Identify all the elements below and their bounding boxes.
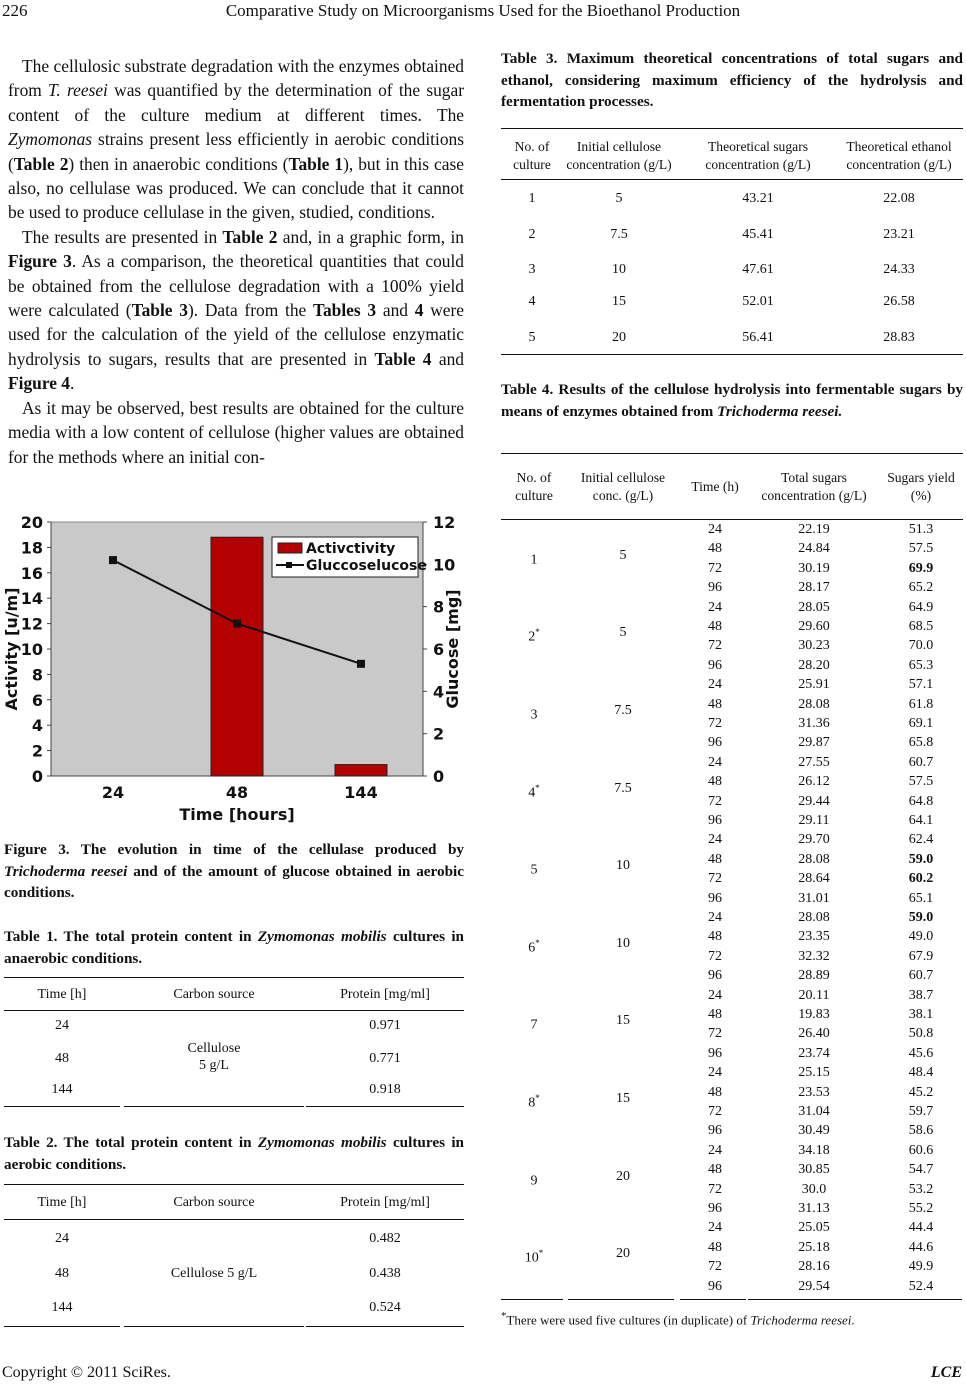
table-row: 59.7 [908, 1104, 934, 1119]
table-row: 48 [55, 1266, 69, 1281]
table-row: 72 [708, 638, 722, 654]
table-3-header: concentration (g/L) [846, 157, 952, 172]
table-row: 54.7 [908, 1162, 934, 1178]
y2-tick-label: 12 [433, 513, 456, 532]
table-row: 45.6 [908, 1045, 934, 1061]
table-row: 4 [528, 294, 536, 309]
table-2-header-time: Time [h] [37, 1195, 87, 1210]
table-row: 27.55 [798, 754, 830, 770]
y-tick-label: 20 [20, 513, 43, 532]
table-row: 44.6 [908, 1239, 934, 1255]
table-row: 96 [708, 657, 722, 673]
table-row: 0.482 [369, 1231, 401, 1246]
footer-copyright: Copyright © 2011 SciRes. [2, 1364, 171, 1381]
table-row: 59.0 [908, 851, 934, 867]
table-4-header: Sugars yield [887, 470, 955, 485]
table-row: 49.9 [908, 1259, 934, 1275]
table-row: 1 [528, 191, 536, 206]
table-row: 29.60 [798, 619, 830, 634]
y-tick-label: 6 [31, 690, 43, 710]
table-row: 28.64 [798, 871, 830, 887]
table-4-conc: 5 [619, 625, 627, 641]
table-row: 72 [708, 1104, 722, 1119]
table-row: 23.35 [798, 929, 830, 945]
table-row: 28.17 [798, 580, 830, 596]
table-1-source-line1: Cellulose [187, 1041, 241, 1056]
table-row: 48 [55, 1051, 69, 1066]
x-tick-label: 48 [225, 783, 249, 802]
y-tick-label: 0 [31, 767, 43, 786]
table-3-header: concentration (g/L) [566, 157, 672, 172]
legend-swatch-bar [278, 543, 302, 553]
table-4-header: (%) [910, 488, 932, 503]
table-row: 144 [51, 1300, 73, 1315]
table-row: 72 [708, 793, 722, 809]
y2-axis-label: Glucose [mg] [443, 589, 462, 709]
legend-label: Gluccoselucose [306, 558, 427, 574]
table-row: 23.74 [798, 1045, 830, 1061]
table-row: 31.01 [798, 890, 830, 906]
table-4-conc: 7.5 [614, 703, 632, 718]
y-tick-label: 12 [20, 614, 43, 634]
table-row: 96 [708, 968, 722, 984]
table-4-culture: 1 [530, 552, 538, 568]
x-axis-label: Time [hours] [179, 805, 295, 824]
table-row: 31.04 [798, 1104, 830, 1119]
table-1-source-line2: 5 g/L [199, 1058, 229, 1073]
table-row: 28.08 [798, 910, 830, 925]
table-4-header: No. of [516, 470, 552, 485]
table-4-header: conc. (g/L) [592, 488, 654, 503]
table-row: 24 [708, 1142, 722, 1158]
table-row: 25.91 [798, 677, 830, 693]
y-tick-label: 18 [20, 538, 43, 558]
y-axis-label: Activity [u/m] [2, 587, 21, 711]
paragraph-3: As it may be observed, best results are obtained for the culture media with a low content of cellulose (higher values are obtained for the methods where an initial con- [8, 397, 464, 467]
table-row: 61.8 [908, 696, 934, 712]
table-row: 23.21 [883, 227, 915, 242]
table-row: 60.6 [908, 1142, 934, 1158]
table-row: 26.58 [883, 294, 915, 309]
table-row: 28.08 [798, 696, 830, 712]
running-title: Comparative Study on Microorganisms Used for the Bioethanol Production [225, 1, 741, 20]
table-4-culture: 10* [524, 1248, 544, 1266]
footer-journal: LCE [930, 1364, 962, 1381]
table-row: 60.7 [908, 968, 934, 984]
table-1-header-protein: Protein [mg/ml] [340, 987, 430, 1002]
table-row: 25.15 [798, 1065, 830, 1081]
table-row: 57.1 [908, 677, 934, 693]
body-text [8, 54, 464, 469]
table-row: 48 [708, 541, 722, 557]
table-row: 48 [708, 851, 722, 867]
table-3-header: Theoretical ethanol [846, 139, 952, 154]
table-row: 24 [708, 987, 722, 1003]
bar [211, 537, 263, 776]
table-row: 29.11 [798, 813, 830, 828]
table-row: 0.918 [369, 1082, 401, 1097]
table-3-header: No. of [514, 139, 550, 154]
table-row: 72 [708, 948, 722, 964]
table-row: 31.36 [798, 716, 830, 731]
table-2-header-protein: Protein [mg/ml] [340, 1195, 430, 1210]
table-3-header: concentration (g/L) [705, 157, 811, 172]
table-row: 22.19 [798, 522, 830, 537]
table-row: 20 [612, 330, 626, 345]
table-row: 29.70 [798, 832, 830, 848]
table-row: 24 [708, 677, 722, 693]
table-row: 96 [708, 735, 722, 751]
table-row: 3 [528, 262, 536, 277]
table-row: 28.08 [798, 851, 830, 867]
line-point [233, 620, 241, 628]
table-4-conc: 20 [616, 1246, 630, 1262]
table-row: 96 [708, 813, 722, 828]
y-tick-label: 8 [31, 665, 43, 685]
table-row: 48 [708, 1239, 722, 1255]
table-row: 96 [708, 580, 722, 596]
chart-svg [2, 506, 462, 828]
table-row: 30.23 [798, 638, 830, 654]
table-4-header: culture [515, 488, 553, 503]
table-row: 43.21 [742, 191, 774, 206]
table-row: 7.5 [610, 227, 628, 242]
y2-tick-label: 10 [433, 555, 456, 575]
page-number: 226 [2, 1, 28, 20]
y-tick-label: 2 [31, 741, 43, 761]
table-row: 24 [708, 910, 722, 925]
table-row: 72 [708, 871, 722, 887]
table-row: 55.2 [908, 1201, 934, 1216]
table-row: 25.18 [798, 1239, 830, 1255]
bar [335, 765, 387, 776]
table-row: 48 [708, 1084, 722, 1100]
table-4-conc: 10 [616, 935, 630, 951]
table-row: 28.83 [883, 330, 915, 345]
table-row: 52.4 [908, 1278, 934, 1294]
table-row: 69.1 [908, 716, 934, 731]
table-row: 96 [708, 1045, 722, 1061]
table-4-header: Initial cellulose [580, 470, 666, 485]
table-row: 0.524 [369, 1300, 401, 1315]
table-row: 62.4 [908, 832, 934, 848]
table-row: 5 [528, 330, 536, 345]
table-row: 48 [708, 929, 722, 945]
y2-tick-label: 2 [433, 724, 445, 744]
table-row: 96 [708, 1123, 722, 1139]
table-4-caption: Table 4. Results of the cellulose hydrolysis into fermentable sugars by means of enzymes obtained from Trichoderma reesei. [501, 381, 963, 420]
table-row: 24 [708, 832, 722, 848]
y-tick-label: 10 [20, 640, 43, 659]
legend-label: Activctivity [306, 541, 396, 557]
table-row: 72 [708, 1259, 722, 1275]
y2-tick-label: 0 [433, 767, 445, 786]
table-row: 28.89 [798, 968, 830, 984]
table-row: 56.41 [742, 330, 774, 345]
table-row: 24 [55, 1018, 69, 1033]
table-4-conc: 20 [616, 1168, 630, 1184]
table-row: 58.6 [908, 1123, 934, 1139]
x-tick-label: 24 [101, 783, 125, 802]
table-row: 49.0 [908, 929, 934, 945]
table-1-header-time: Time [h] [37, 987, 87, 1002]
table-row: 48 [708, 774, 722, 790]
table-4-culture: 3 [530, 707, 538, 723]
table-row: 44.4 [908, 1220, 934, 1236]
y2-tick-label: 6 [433, 640, 445, 659]
table-4-culture: 2* [528, 627, 540, 646]
y2-tick-label: 4 [433, 682, 445, 702]
table-3-header: Initial cellulose [576, 139, 662, 154]
table-row: 60.7 [908, 754, 934, 770]
table-row: 65.1 [908, 890, 934, 906]
table-row: 10 [612, 262, 626, 277]
table-row: 23.53 [798, 1084, 830, 1100]
table-row: 30.0 [801, 1181, 827, 1197]
line-point [109, 556, 117, 564]
table-row: 34.18 [798, 1142, 830, 1158]
line-point [357, 660, 365, 668]
table-4-culture: 8* [528, 1093, 540, 1111]
table-row: 64.9 [908, 599, 934, 615]
table-row: 96 [708, 890, 722, 906]
y-tick-label: 16 [20, 563, 43, 583]
figure-3-chart [2, 506, 462, 828]
table-row: 65.3 [908, 657, 934, 673]
legend-swatch-point [286, 562, 292, 568]
table-row: 57.5 [908, 774, 934, 790]
table-4-header: concentration (g/L) [761, 488, 867, 503]
table-row: 48.4 [908, 1065, 934, 1081]
table-row: 29.54 [798, 1278, 830, 1294]
table-row: 24 [708, 1220, 722, 1236]
table-row: 0.971 [369, 1018, 401, 1033]
table-row: 5 [615, 191, 623, 206]
x-tick-label: 144 [344, 783, 378, 802]
table-row: 50.8 [908, 1026, 934, 1042]
table-3-header: culture [513, 157, 551, 172]
table-row: 31.13 [798, 1201, 830, 1216]
table-row: 48 [708, 696, 722, 712]
table-row: 24 [708, 754, 722, 770]
table-row: 68.5 [908, 619, 934, 634]
table-row: 25.05 [798, 1220, 830, 1236]
table-4-conc: 10 [616, 858, 630, 874]
table-3-header: Theoretical sugars [707, 139, 809, 154]
table-row: 28.16 [798, 1259, 830, 1275]
table-row: 96 [708, 1278, 722, 1294]
table-4-conc: 15 [616, 1013, 630, 1029]
table-row: 19.83 [798, 1007, 830, 1022]
table-2-header-source: Carbon source [173, 1195, 255, 1210]
figure-3-caption: Figure 3. The evolution in time of the cellulase produced by Trichoderma reesei and of the amount of glucose obtained in aerobic conditions. [4, 841, 464, 901]
table-row: 70.0 [908, 638, 934, 654]
table-row: 15 [612, 294, 626, 309]
paragraph-2: The results are presented in Table 2 and, in a graphic form, in Figure 3. As a comparison, the theoretical quantities that could be obtained from the cellulose degradation with a 100% yield were calculated (Table 3). Data from the Tables 3 and 4 were used for the calculation of the yield of the cellulose enzymatic hydrolysis to sugars, results that are presented in Table 4 and Figure 4. [8, 226, 464, 394]
table-4-conc: 5 [619, 547, 627, 563]
table-row: 28.20 [798, 657, 830, 673]
y-tick-label: 4 [31, 716, 43, 736]
table-row: 24 [708, 599, 722, 615]
table-row: 64.1 [908, 813, 934, 828]
table-row: 47.61 [742, 262, 774, 277]
table-1-header-source: Carbon source [173, 987, 255, 1002]
table-row: 48 [708, 619, 722, 634]
table-row: 38.7 [908, 987, 934, 1003]
table-row: 30.85 [798, 1162, 830, 1178]
table-row: 72 [708, 1026, 722, 1042]
table-row: 53.2 [908, 1181, 934, 1197]
table-row: 24.33 [883, 262, 915, 277]
y2-tick-label: 8 [433, 597, 445, 617]
table-row: 30.19 [798, 560, 830, 576]
table-row: 2 [528, 227, 536, 242]
table-row: 96 [708, 1201, 722, 1216]
table-4-culture: 5 [530, 862, 538, 878]
table-row: 29.44 [798, 793, 830, 809]
table-row: 26.40 [798, 1026, 830, 1042]
table-row: 72 [708, 1181, 722, 1197]
table-row: 59.0 [908, 910, 934, 925]
table-4-culture: 4* [528, 782, 540, 801]
table-row: 24.84 [798, 541, 830, 557]
table-row: 38.1 [908, 1007, 934, 1022]
table-row: 20.11 [798, 987, 830, 1003]
table-row: 52.01 [742, 294, 774, 309]
table-row: 0.771 [369, 1051, 401, 1066]
paragraph-1: The cellulosic substrate degradation with the enzymes obtained from T. reesei was quantified by the determination of the sugar content of the culture medium at different times. The Zymomonas strains present less efficiently in aerobic conditions (Table 2) then in anaerobic conditions (Table 1), but in this case also, no cellulase was produced. We can conclude that it cannot be used to produce cellulase in the given, studied, conditions. [8, 56, 464, 223]
table-4-culture: 9 [530, 1173, 538, 1189]
table-row: 32.32 [798, 948, 830, 964]
table-row: 69.9 [908, 560, 934, 576]
table-2-source: Cellulose 5 g/L [170, 1266, 258, 1281]
table-row: 22.08 [883, 191, 915, 206]
table-row: 60.2 [908, 871, 934, 887]
table-row: 72 [708, 716, 722, 731]
y-tick-label: 14 [20, 589, 43, 609]
table-row: 144 [51, 1082, 73, 1097]
table-row: 57.5 [908, 541, 934, 557]
table-4-conc: 7.5 [614, 780, 632, 796]
table-row: 72 [708, 560, 722, 576]
table-row: 48 [708, 1162, 722, 1178]
table-4-footnote: *There were used five cultures (in duplicate) of Trichoderma reesei. [501, 1310, 855, 1328]
table-row: 45.41 [742, 227, 774, 242]
table-row: 64.8 [908, 793, 934, 809]
table-row: 67.9 [908, 948, 934, 964]
table-row: 0.438 [369, 1266, 401, 1281]
table-3-caption: Table 3. Maximum theoretical concentrations of total sugars and ethanol, considering maximum efficiency of the hydrolysis and fermentation processes. [501, 50, 963, 110]
table-row: 65.8 [908, 735, 934, 751]
table-row: 45.2 [908, 1084, 934, 1100]
table-4-conc: 15 [616, 1091, 630, 1106]
table-row: 48 [708, 1007, 722, 1022]
table-1-caption: Table 1. The total protein content in Zymomonas mobilis cultures in anaerobic conditions. [4, 928, 464, 967]
table-4-culture: 6* [528, 937, 540, 956]
table-row: 28.05 [798, 599, 830, 615]
table-4-header: Time (h) [691, 479, 739, 494]
table-row: 30.49 [798, 1123, 830, 1139]
table-2-caption: Table 2. The total protein content in Zymomonas mobilis cultures in aerobic conditions. [4, 1134, 464, 1173]
table-row: 29.87 [798, 735, 830, 751]
table-row: 51.3 [908, 522, 934, 537]
table-4-culture: 7 [530, 1018, 538, 1034]
table-row: 24 [708, 1065, 722, 1081]
table-row: 24 [55, 1231, 69, 1246]
table-row: 65.2 [908, 580, 934, 596]
table-row: 26.12 [798, 774, 830, 790]
table-row: 24 [708, 522, 722, 537]
table-4-header: Total sugars [781, 470, 847, 485]
